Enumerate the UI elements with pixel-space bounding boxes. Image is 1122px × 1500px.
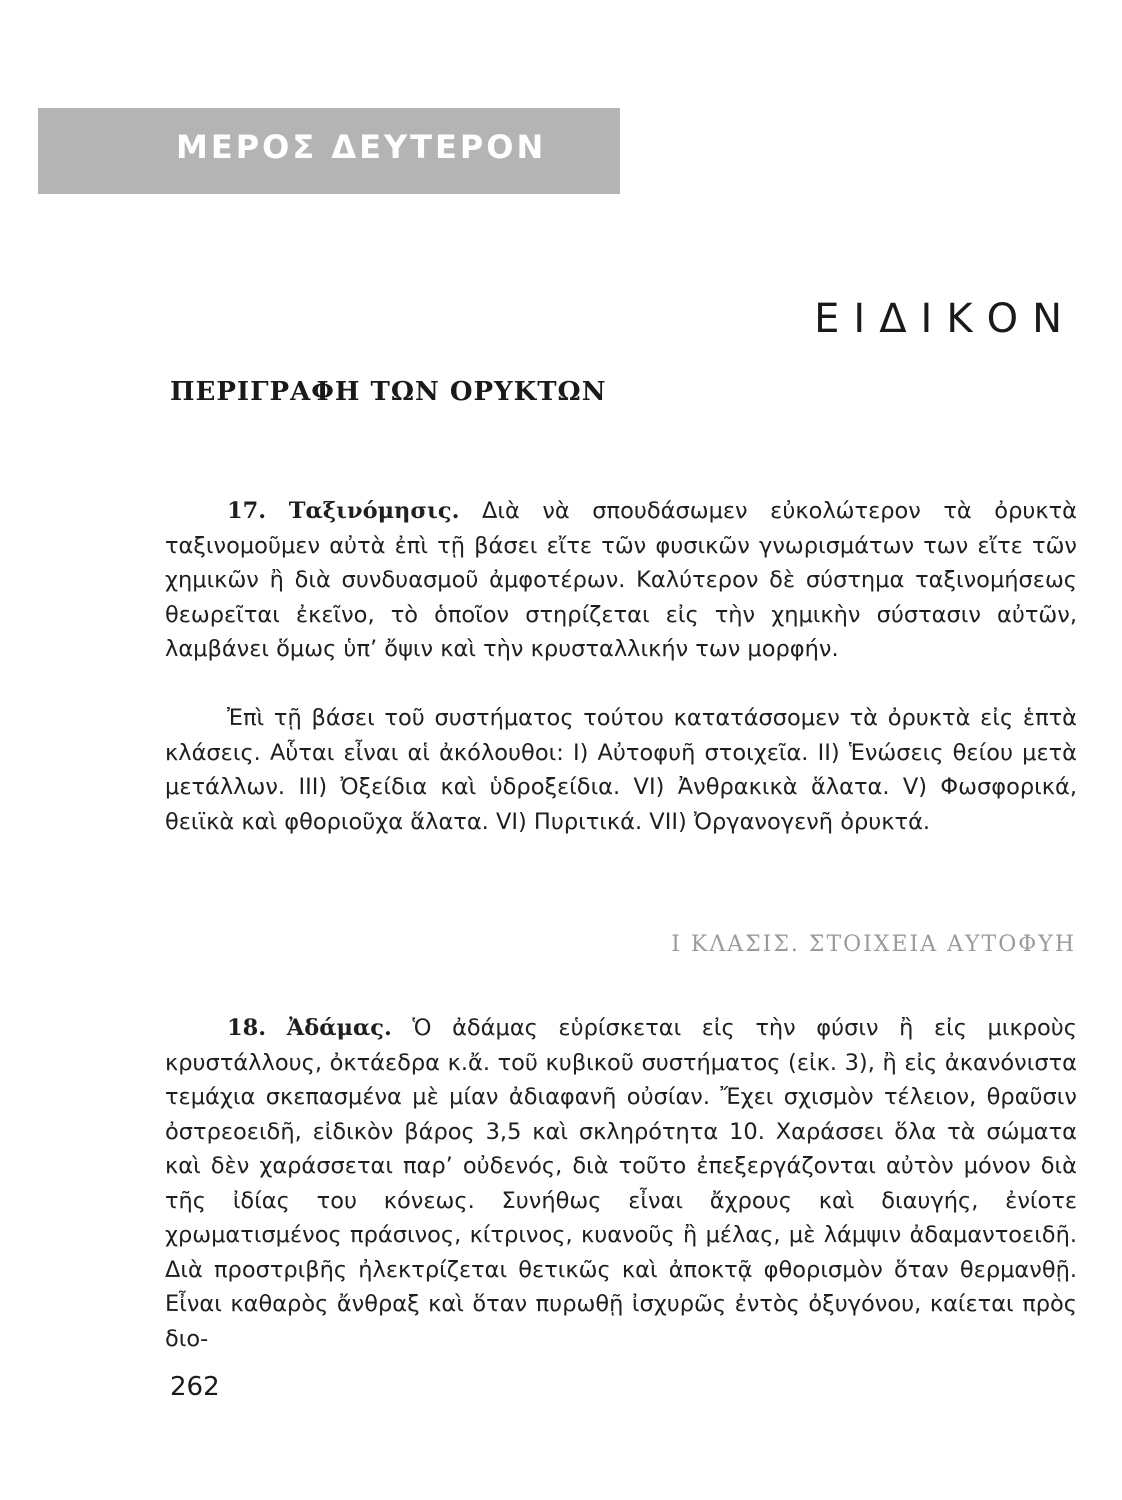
paragraph-classification (165, 494, 1077, 667)
page-number: 262 (170, 1372, 220, 1402)
section-title: ΕΙΔΙΚΟΝ (814, 296, 1076, 342)
paragraph-number: 18. (227, 1015, 267, 1041)
part-banner-text: ΜΕΡΟΣ ΔΕΥΤΕΡΟΝ (176, 128, 547, 166)
paragraph-classes (165, 701, 1077, 839)
paragraph-body: Ὁ ἀδάμας εὑρίσκεται εἰς τὴν φύσιν ἢ εἰς μικροὺς κρυστάλλους, ὀκτάεδρα κ.ἄ. τοῦ κυβικοῦ συστήματος (εἰκ. 3), ἢ εἰς ἀκανόνιστα τεμάχια σκεπασμένα μὲ μίαν ἀδιαφανῆ οὐσίαν. Ἔχει σχισμὸν τέλειον, θραῦσιν ὀστρεοειδῆ, εἰδικὸν βάρος 3,5 καὶ σκληρότητα 10. Χαράσσει ὅλα τὰ σώματα καὶ δὲν χαράσσεται παρ’ οὐδενός, διὰ τοῦτο ἐπεξεργάζονται αὐτὸν μόνον διὰ τῆς ἰδίας του κόνεως. Συνήθως εἶναι ἄχρους καὶ διαυγής, ἐνίοτε χρωματισμένος πράσινος, κίτρινος, κυανοῦς ἢ μέλας, μὲ λάμψιν ἀδαμαντοειδῆ. Διὰ προστριβῆς ἠλεκτρίζεται θετικῶς καὶ ἀποκτᾷ φθορισμὸν ὅταν θερμανθῇ. Εἶναι καθαρὸς ἄνθραξ καὶ ὅταν πυρωθῇ ἰσχυρῶς ἐντὸς ὀξυγόνου, καίεται πρὸς διο- (165, 1015, 1077, 1352)
paragraph-body: Διὰ νὰ σπουδάσωμεν εὐκολώτερον τὰ ὀρυκτὰ ταξινομοῦμεν αὐτὰ ἐπὶ τῇ βάσει εἴτε τῶν φυσικῶν γνωρισμάτων των εἴτε τῶν χημικῶν ἢ διὰ συνδυασμοῦ ἀμφοτέρων. Καλύτερον δὲ σύστημα ταξινομήσεως θεωρεῖται ἐκεῖνο, τὸ ὁποῖον στηρίζεται εἰς τὴν χημικὴν σύστασιν αὐτῶν, λαμβάνει ὅμως ὑπ’ ὄψιν καὶ τὴν κρυσταλλικήν των μορφήν. (165, 498, 1078, 662)
part-banner (38, 108, 620, 194)
paragraph-body: Ἐπὶ τῇ βάσει τοῦ συστήματος τούτου κατατάσσομεν τὰ ὀρυκτὰ εἰς ἑπτὰ κλάσεις. Αὗται εἶναι αἱ ἀκόλουθοι: I) Αὐτοφυῆ στοιχεῖα. II) Ἑνώσεις θείου μετὰ μετάλλων. III) Ὀξείδια καὶ ὑδροξείδια. VI) Ἀνθρακικὰ ἅλατα. V) Φωσφορικά, θειϊκὰ καὶ φθοριοῦχα ἅλατα. VI) Πυριτικά. VII) Ὀργανογενῆ ὀρυκτά. (165, 705, 1077, 835)
paragraph-diamond (165, 1011, 1077, 1356)
paragraph-number: 17. (227, 498, 267, 524)
paragraph-term: Ταξινόμησις. (288, 498, 460, 524)
paragraph-term: Ἀδάμας. (286, 1015, 392, 1041)
chapter-subtitle: ΠΕΡΙΓΡΑΦΗ ΤΩΝ ΟΡΥΚΤΩΝ (170, 377, 607, 407)
class-heading: Ι ΚΛΑΣΙΣ. ΣΤΟΙΧΕΙΑ ΑΥΤΟΦΥΗ (671, 932, 1076, 957)
